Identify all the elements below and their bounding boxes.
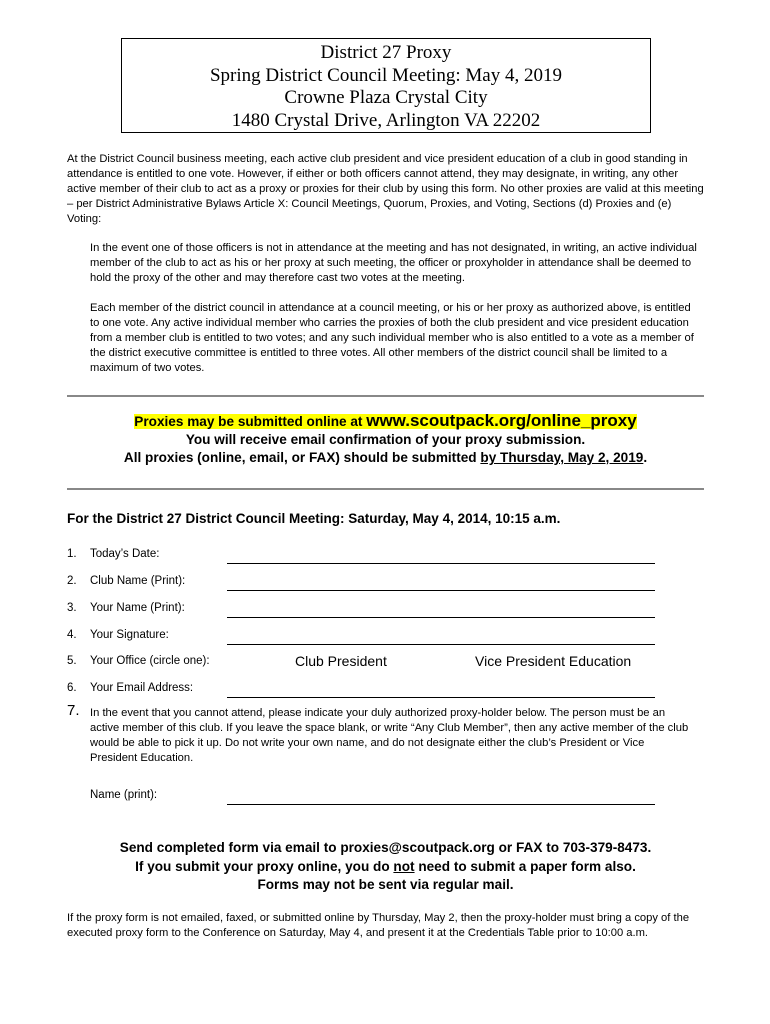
field-label: Your Email Address: xyxy=(90,682,194,694)
field-number: 3. xyxy=(67,602,77,614)
send-line: Send completed form via email to proxies@scoutpack.org or FAX to 703-379-8473. xyxy=(119,840,652,855)
online-note-prefix: If you submit your proxy online, you do xyxy=(135,858,394,874)
online-notice-highlight xyxy=(134,411,637,430)
bylaw-quote-1: In the event one of those officers is not in attendance at the meeting and has not designated, in writing, an active individual member of the club to act as his or her proxy at such meeting, the officer or proxyholder in attendance shall be deemed to hold the proxy of the other and may therefore cast two votes at the meeting. xyxy=(90,242,697,284)
header-venue: Crowne Plaza Crystal City xyxy=(284,87,488,108)
proxy-holder-instructions: In the event that you cannot attend, please indicate your duly authorized proxy-holder below. The person must be an active member of this club. If you leave the space blank, or write “Any Club Member”, then any active member of the club would be able to pick it up. Do not write your own name, and do not designate either the club’s President or Vice President Education. xyxy=(90,707,689,764)
proxy-name-input-line[interactable] xyxy=(227,804,655,805)
online-note-suffix: need to submit a paper form also. xyxy=(414,858,636,874)
field-label: Your Office (circle one): xyxy=(90,655,210,667)
header-box xyxy=(121,38,651,133)
field-todays-date xyxy=(67,548,667,566)
submission-instructions xyxy=(67,839,704,895)
your-name-input-line[interactable] xyxy=(227,617,655,618)
header-address: 1480 Crystal Drive, Arlington VA 22202 xyxy=(231,109,541,131)
footer-note: If the proxy form is not emailed, faxed, or submitted online by Thursday, May 2, then the proxy-holder must bring a copy of the executed proxy form to the Conference on Saturday, May 4, and present it at the Credentials Table prior to 10:00 a.m. xyxy=(67,912,690,939)
field-email xyxy=(67,682,667,700)
deadline-date: by Thursday, May 2, 2019 xyxy=(480,450,644,465)
signature-input-line[interactable] xyxy=(227,644,655,645)
office-option-vp-education[interactable]: Vice President Education xyxy=(475,653,632,669)
intro-paragraph: At the District Council business meeting, each active club president and vice president education of a club in good standing in attendance is entitled to one vote. However, if either or both officers cannot attend, they may designate, in writing, any other active member of their club to act as a proxy or proxies for their club by using this form. No other proxies are valid at this meeting – per District Administrative Bylaws Article X: Council Meetings, Quorum, Proxies, and Voting, Sections (d) Proxies and (e) Voting: xyxy=(67,153,704,225)
deadline-suffix: . xyxy=(643,450,648,465)
field-number: 7. xyxy=(67,702,80,719)
divider-bottom xyxy=(67,488,704,490)
divider-top xyxy=(67,395,704,397)
bylaw-quote-2: Each member of the district council in attendance at a council meeting, or his or her proxy as authorized above, is entitled to one vote. Any active individual member who carries the proxies of both the club president and vice president education from a member club is entitled to two votes; and any such individual member who is also entitled to a vote as a member of the district executive committee is entitled to three votes. All other members of the district council shall be limited to a maximum of two votes. xyxy=(90,302,694,374)
field-signature xyxy=(67,629,667,647)
field-number: 2. xyxy=(67,575,77,587)
field-proxy-name xyxy=(67,789,667,807)
field-club-name xyxy=(67,575,667,593)
confirmation-notice: You will receive email confirmation of your proxy submission. xyxy=(185,432,586,447)
header-title: District 27 Proxy xyxy=(320,42,452,63)
header-meeting: Spring District Council Meeting: May 4, 2019 xyxy=(209,64,562,86)
deadline-prefix: All proxies (online, email, or FAX) should be submitted xyxy=(123,450,481,465)
field-label: Club Name (Print): xyxy=(90,575,186,587)
office-option-club-president[interactable]: Club President xyxy=(295,653,387,669)
field-label: Today’s Date: xyxy=(90,548,160,560)
meeting-heading: For the District 27 District Council Meeting: Saturday, May 4, 2014, 10:15 a.m. xyxy=(67,511,561,526)
field-label: Your Signature: xyxy=(90,629,169,641)
todays-date-input-line[interactable] xyxy=(227,563,655,564)
field-office xyxy=(67,655,667,673)
online-note-emphasis: not xyxy=(393,858,415,874)
field-number: 5. xyxy=(67,655,77,667)
online-notice-prefix: Proxies may be submitted online at xyxy=(134,414,367,429)
field-number: 6. xyxy=(67,682,77,694)
field-number: 1. xyxy=(67,548,77,560)
field-label: Name (print): xyxy=(90,789,158,801)
mail-note: Forms may not be sent via regular mail. xyxy=(257,877,514,892)
online-notice xyxy=(67,412,704,467)
email-input-line[interactable] xyxy=(227,697,655,698)
field-your-name xyxy=(67,602,667,620)
field-label: Your Name (Print): xyxy=(90,602,185,614)
field-number: 4. xyxy=(67,629,77,641)
club-name-input-line[interactable] xyxy=(227,590,655,591)
online-proxy-link[interactable]: www.scoutpack.org/online_proxy xyxy=(366,411,637,430)
